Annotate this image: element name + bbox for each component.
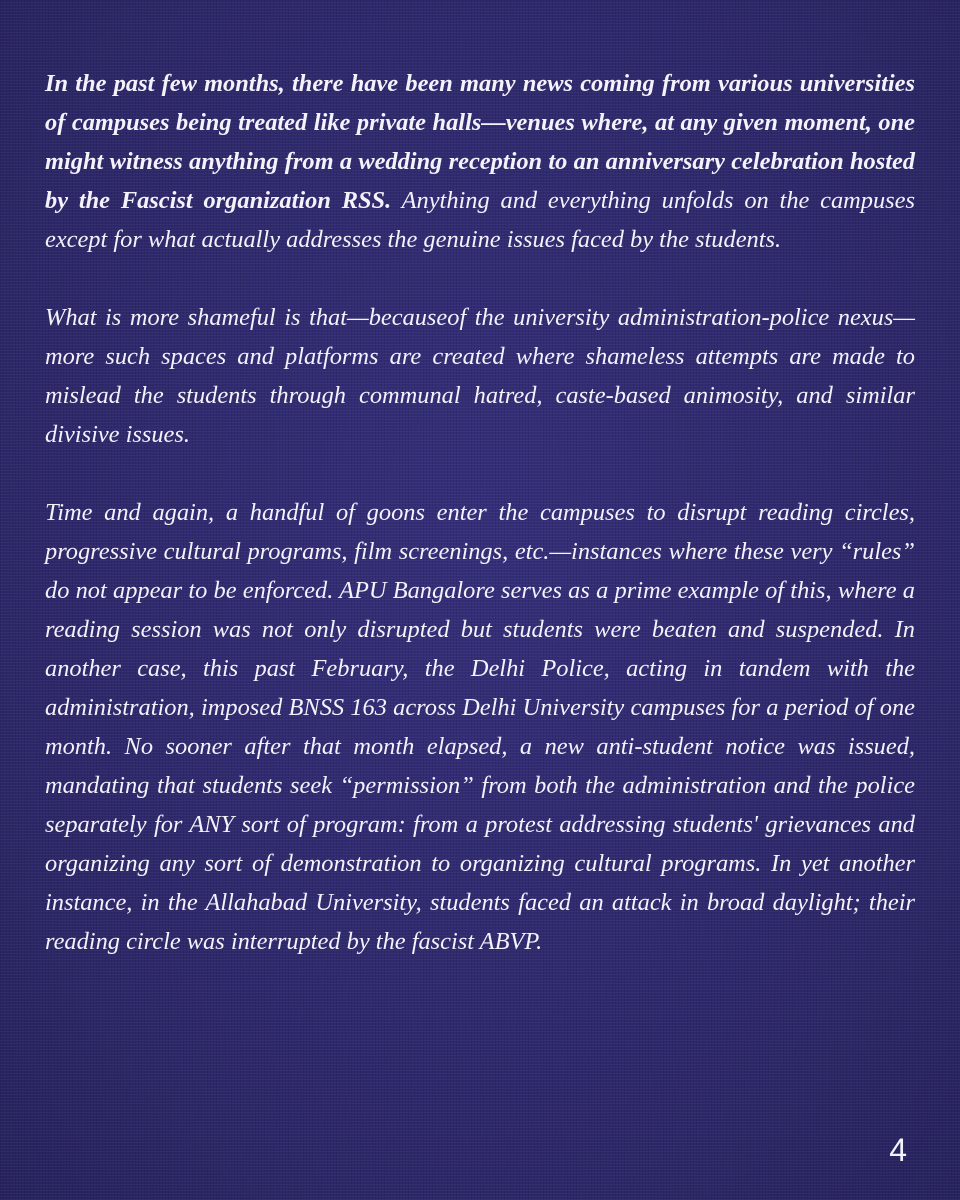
paragraph-3: Time and again, a handful of goons enter the campuses to disrupt reading circles, progressive cultural programs, film screenings, etc.—instances where these very “rules” do not appear to be enforced. APU Bangalore serves as a prime example of this, where a reading session was not only disrupted but students were beaten and suspended. In another case, this past February, the Delhi Police, acting in tandem with the administration, imposed BNSS 163 across Delhi University campuses for a period of one month. No sooner after that month elapsed, a new anti-student notice was issued, mandating that students seek “permission” from both the administration and the police separately for ANY sort of program: from a protest addressing students' grievances and organizing any sort of demonstration to organizing cultural programs. In yet another instance, in the Allahabad University, students faced an attack in broad daylight; their reading circle was interrupted by the fascist ABVP. [45,499,915,955]
article-body [45,64,915,961]
paragraph-1 [45,64,915,259]
paragraph-1-text: Anything and everything unfolds on the campuses except for what actually addresses the genuine issues faced by the students. [45,187,915,253]
paragraph-2: What is more shameful is that—becauseof the university administration-police nexus—more such spaces and platforms are created where shameless attempts are made to mislead the students through communal hatred, caste-based animosity, and similar divisive issues. [45,304,915,448]
paragraph-1-bold-text: In the past few months, there have been many news coming from various universities of campuses being treated like private halls—venues where, at any given moment, one might witness anything from a wedding reception to an anniversary celebration hosted by the Fascist organization RSS. [45,70,915,214]
page-number: 4 [889,1132,907,1168]
